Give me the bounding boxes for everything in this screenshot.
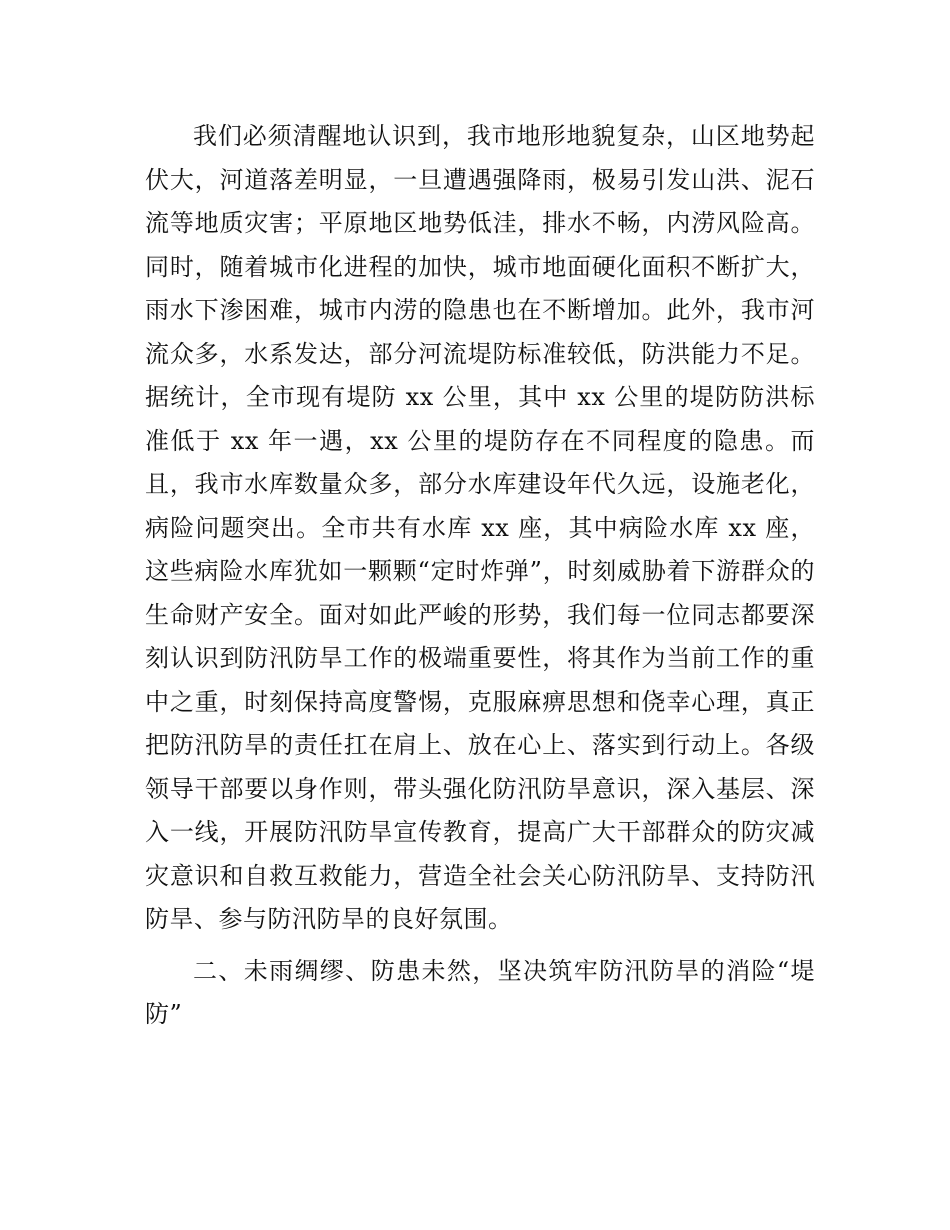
body-paragraph: 我们必须清醒地认识到，我市地形地貌复杂，山区地势起伏大，河道落差明显，一旦遭遇强降雨，极易引发山洪、泥石流等地质灾害；平原地区地势低洼，排水不畅，内涝风险高。同时，随着城市化进程的加快，城市地面硬化面积不断扩大，雨水下渗困难，城市内涝的隐患也在不断增加。此外，我市河流众多，水系发达，部分河流堤防标准较低，防洪能力不足。据统计，全市现有堤防 xx 公里，其中 xx 公里的堤防防洪标准低于 xx 年一遇，xx 公里的堤防存在不同程度的隐患。而且，我市水库数量众多，部分水库建设年代久远，设施老化，病险问题突出。全市共有水库 xx 座，其中病险水库 xx 座，这些病险水库犹如一颗颗“定时炸弹”，时刻威胁着下游群众的生命财产安全。面对如此严峻的形势，我们每一位同志都要深刻认识到防汛防旱工作的极端重要性，将其作为当前工作的重中之重，时刻保持高度警惕，克服麻痹思想和侥幸心理，真正把防汛防旱的责任扛在肩上、放在心上、落实到行动上。各级领导干部要以身作则，带头强化防汛防旱意识，深入基层、深入一线，开展防汛防旱宣传教育，提高广大干部群众的防灾减灾意识和自救互救能力，营造全社会关心防汛防旱、支持防汛防旱、参与防汛防旱的良好氛围。 <box>145 122 815 933</box>
section-heading: 二、未雨绸缪、防患未然，坚决筑牢防汛防旱的消险“堤防” <box>145 956 815 1028</box>
document-body <box>145 115 815 1037</box>
